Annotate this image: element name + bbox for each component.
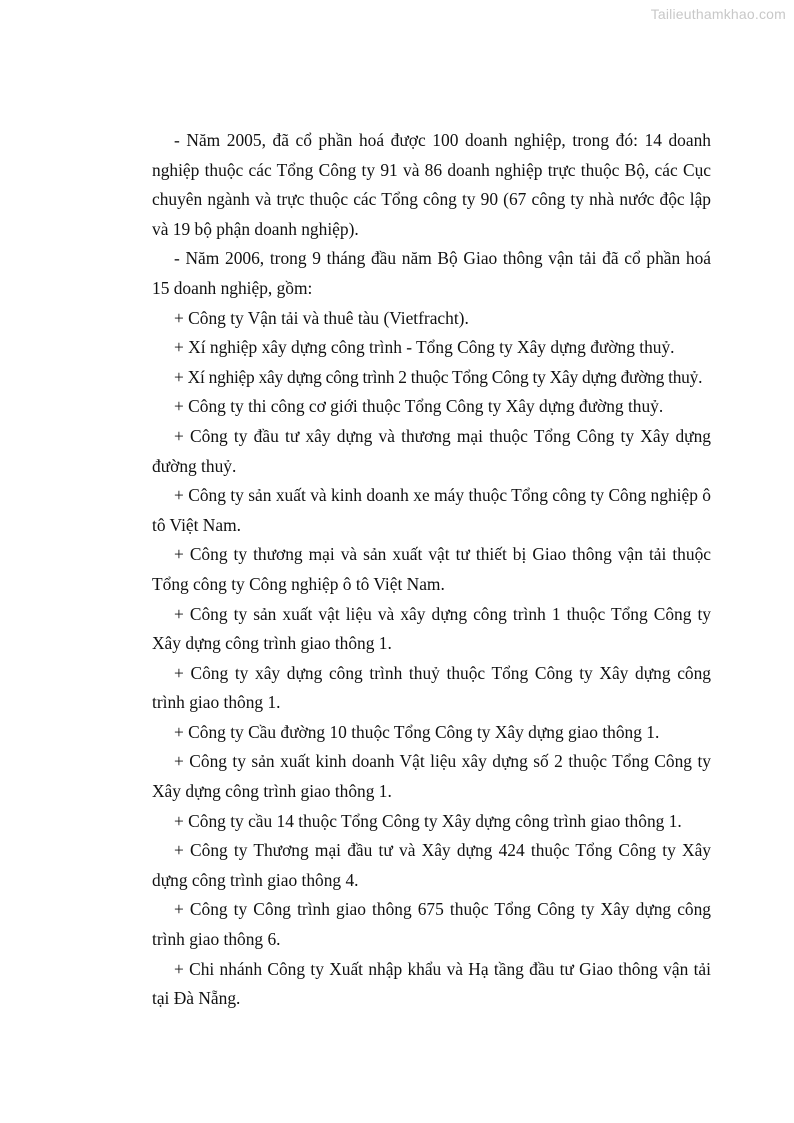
list-item: + Công ty đầu tư xây dựng và thương mại thuộc Tổng Công ty Xây dựng đường thuỷ.: [152, 425, 711, 476]
list-item: + Công ty Công trình giao thông 675 thuộc Tổng Công ty Xây dựng công trình giao thông 6.: [152, 899, 711, 950]
watermark: Tailieuthamkhao.com: [650, 6, 786, 22]
paragraph-2006: - Năm 2006, trong 9 tháng đầu năm Bộ Giao thông vận tải đã cổ phần hoá 15 doanh nghiệp, gồm:: [152, 248, 711, 298]
list-item: + Công ty sản xuất kinh doanh Vật liệu xây dựng số 2 thuộc Tổng Công ty Xây dựng công trình giao thông 1.: [152, 751, 711, 802]
list-item: + Công ty thi công cơ giới thuộc Tổng Công ty Xây dựng đường thuỷ.: [174, 396, 664, 417]
list-item: + Công ty sản xuất vật liệu và xây dựng công trình 1 thuộc Tổng Công ty Xây dựng công trình giao thông 1.: [152, 603, 711, 654]
list-item: + Công ty sản xuất và kinh doanh xe máy thuộc Tổng công ty Công nghiệp ô tô Việt Nam.: [152, 485, 711, 535]
list-item: + Công ty Thương mại đầu tư và Xây dựng 424 thuộc Tổng Công ty Xây dựng công trình giao thông 4.: [152, 840, 711, 890]
list-item: + Công ty Vận tải và thuê tàu (Vietfracht).: [174, 307, 469, 328]
list-item: + Công ty xây dựng công trình thuỷ thuộc Tổng Công ty Xây dựng công trình giao thông 1.: [152, 662, 711, 713]
list-item: + Xí nghiệp xây dựng công trình - Tổng Công ty Xây dựng đường thuỷ.: [174, 337, 675, 358]
list-item: + Xí nghiệp xây dựng công trình 2 thuộc Tổng Công ty Xây dựng đường thuỷ.: [174, 366, 703, 387]
list-item: + Công ty thương mại và sản xuất vật tư thiết bị Giao thông vận tải thuộc Tổng công ty Công nghiệp ô tô Việt Nam.: [152, 544, 711, 594]
list-item: + Công ty Cầu đường 10 thuộc Tổng Công ty Xây dựng giao thông 1.: [174, 721, 660, 742]
document-body: [152, 126, 711, 1014]
list-item: + Chi nhánh Công ty Xuất nhập khẩu và Hạ tầng đầu tư Giao thông vận tải tại Đà Nẵng.: [152, 958, 711, 1009]
list-item: + Công ty cầu 14 thuộc Tổng Công ty Xây dựng công trình giao thông 1.: [174, 810, 682, 831]
paragraph-2005: - Năm 2005, đã cổ phần hoá được 100 doanh nghiệp, trong đó: 14 doanh nghiệp thuộc các Tổng Công ty 91 và 86 doanh nghiệp trực thuộc Bộ, các Cục chuyên ngành và trực thuộc các Tổng công ty 90 (67 công ty nhà nước độc lập và 19 bộ phận doanh nghiệp).: [152, 130, 711, 239]
